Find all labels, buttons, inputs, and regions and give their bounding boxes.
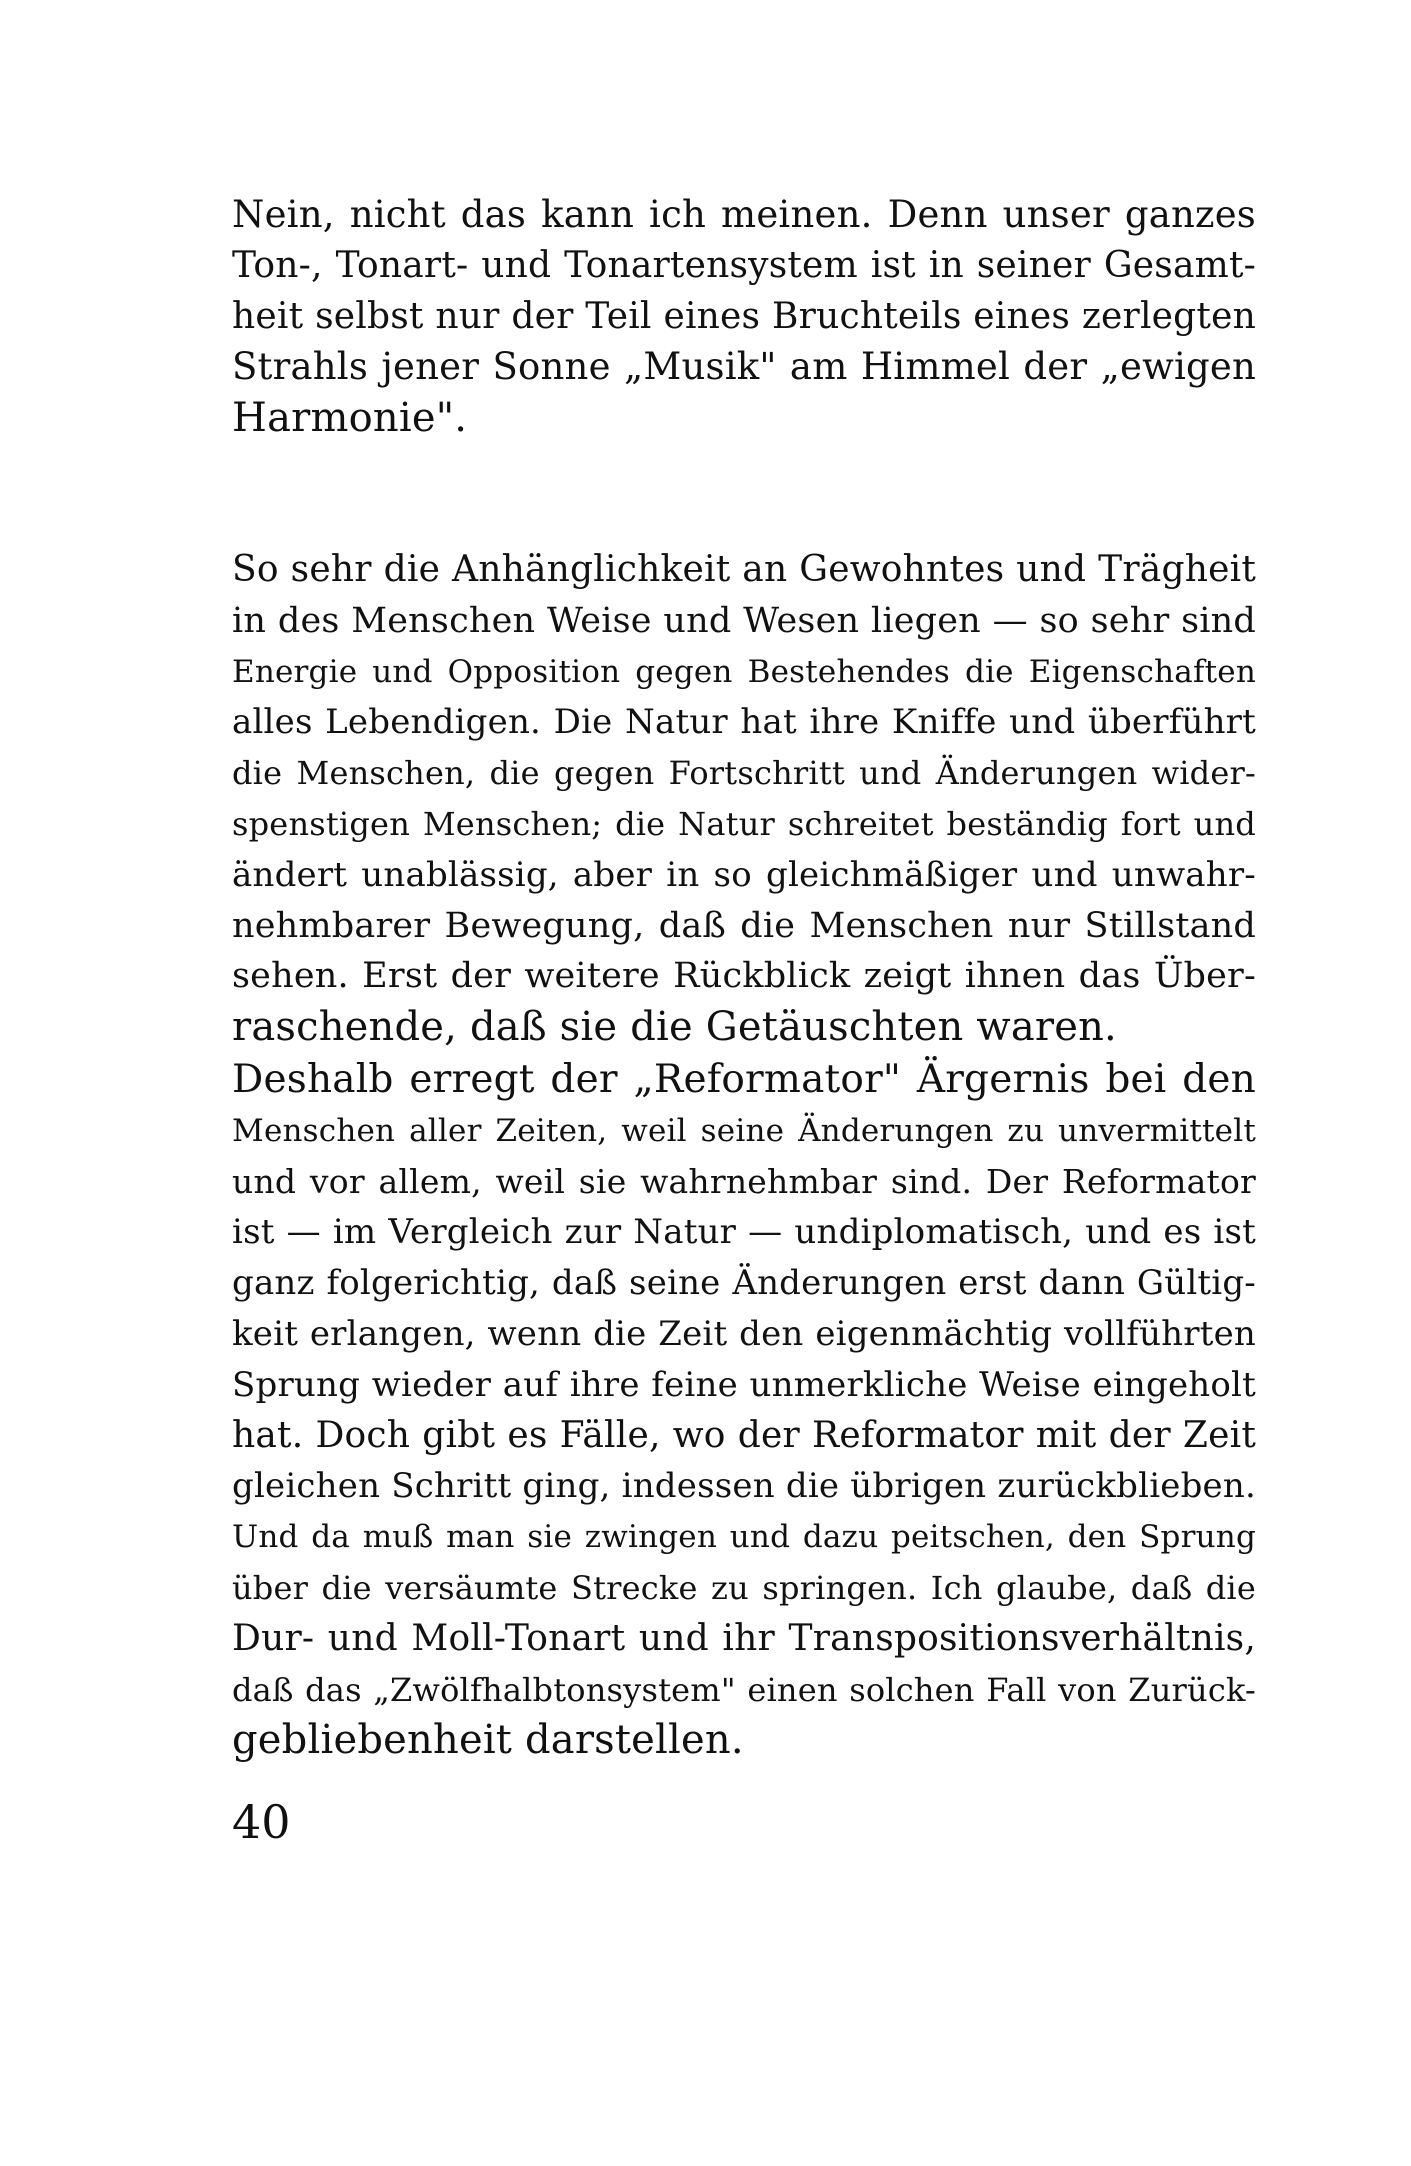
text-line: Harmonie". — [232, 395, 468, 442]
text-line: Und da muß man sie zwingen und dazu peitschen, den Sprung — [232, 1519, 1256, 1556]
text-line: Nein, nicht das kann ich meinen. Denn unser ganzes — [232, 193, 1256, 236]
text-line: Ton-, Tonart- und Tonartensystem ist in seiner Gesamt- — [232, 244, 1256, 286]
text-line: Deshalb erregt der „Reformator" Ärgernis bei den — [232, 1057, 1256, 1102]
text-line: raschende, daß sie die Getäuschten waren. — [232, 1004, 1117, 1051]
paragraph-3 — [232, 1055, 1256, 1766]
text-line: Dur- und Moll-Tonart und ihr Transpositionsverhältnis, — [232, 1617, 1256, 1659]
text-line: über die versäumte Strecke zu springen. Ich glaube, daß die — [232, 1568, 1256, 1607]
paragraph-2 — [232, 545, 1256, 1053]
text-line: in des Menschen Weise und Wesen liegen — so sehr sind — [232, 600, 1256, 641]
text-line: So sehr die Anhänglichkeit an Gewohntes und Trägheit — [232, 549, 1256, 590]
text-line: gebliebenheit darstellen. — [232, 1717, 744, 1764]
text-line: spenstigen Menschen; die Natur schreitet beständig fort und — [232, 804, 1256, 843]
text-line: nehmbarer Bewegung, daß die Menschen nur Stillstand — [232, 905, 1256, 946]
text-line: ist — im Vergleich zur Natur — undiplomatisch, und es ist — [232, 1212, 1256, 1253]
text-line: die Menschen, die gegen Fortschritt und Änderungen wider- — [232, 754, 1256, 793]
page-number: 40 — [232, 1795, 291, 1849]
text-line: heit selbst nur der Teil eines Bruchteils eines zerlegten — [232, 295, 1256, 337]
text-line: daß das „Zwölfhalbtonsystem" einen solchen Fall von Zurück- — [232, 1670, 1256, 1709]
text-line: Menschen aller Zeiten, weil seine Änderungen zu unvermittelt — [232, 1112, 1256, 1149]
paragraph-1 — [232, 190, 1256, 444]
text-line: Energie und Opposition gegen Bestehendes die Eigenschaften — [232, 653, 1256, 690]
text-line: ändert unablässig, aber in so gleichmäßiger und unwahr- — [232, 854, 1256, 895]
text-line: ganz folgerichtig, daß seine Änderungen erst dann Gültig- — [232, 1263, 1256, 1304]
text-line: Strahls jener Sonne „Musik" am Himmel der „ewigen — [232, 345, 1256, 389]
text-line: Sprung wieder auf ihre feine unmerkliche Weise eingeholt — [232, 1364, 1256, 1405]
text-line: hat. Doch gibt es Fälle, wo der Reformator mit der Zeit — [232, 1414, 1256, 1456]
text-line: alles Lebendigen. Die Natur hat ihre Kniffe und überführt — [232, 702, 1256, 743]
text-line: gleichen Schritt ging, indessen die übrigen zurückblieben. — [232, 1466, 1256, 1507]
text-line: sehen. Erst der weitere Rückblick zeigt ihnen das Über- — [232, 956, 1256, 997]
text-line: keit erlangen, wenn die Zeit den eigenmächtig vollführten — [232, 1313, 1256, 1354]
text-line: und vor allem, weil sie wahrnehmbar sind. Der Reformator — [232, 1161, 1256, 1201]
